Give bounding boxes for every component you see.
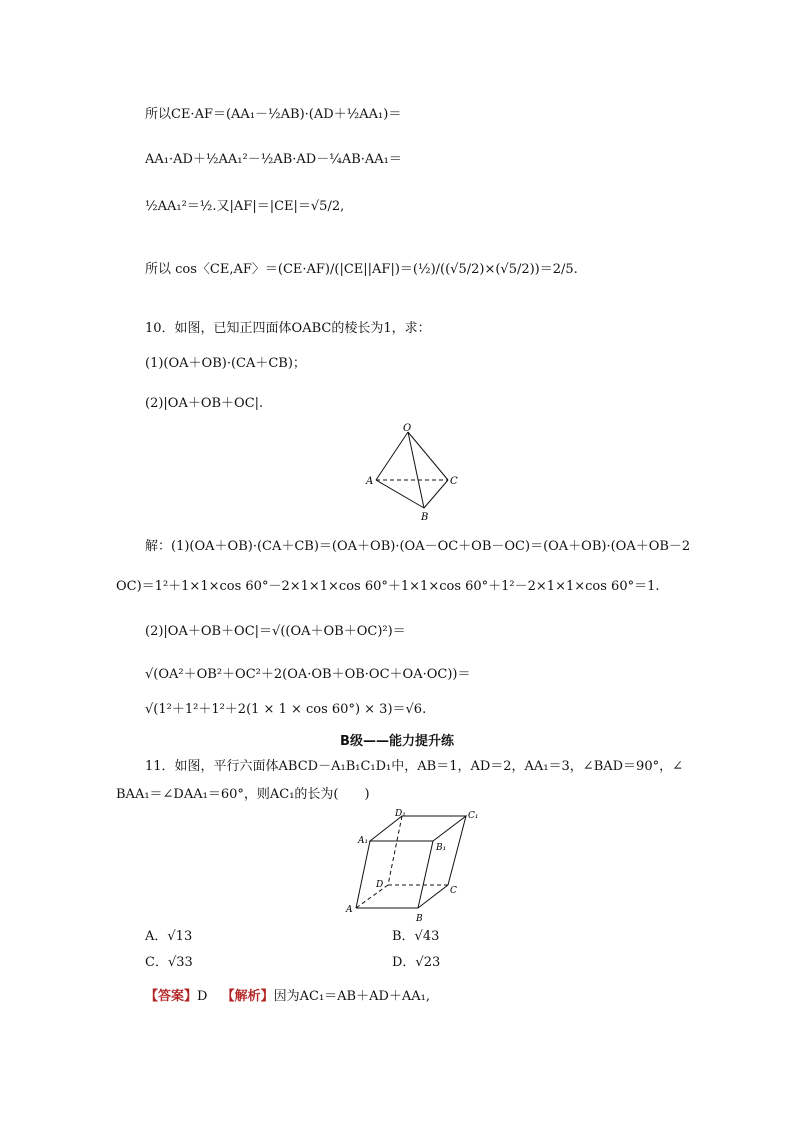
solution-2-line-b: √(OA²＋OB²＋OC²＋2(OA·OB＋OB·OC＋OA·OC))＝ bbox=[145, 667, 471, 682]
solution-2-line-c: √(1²＋1²＋1²＋2(1 × 1 × cos 60°) × 3)＝√6. bbox=[145, 702, 427, 717]
edge-AA1 bbox=[356, 841, 370, 908]
solution-1-line-b: OC)＝1²＋1×1×cos 60°－2×1×1×cos 60°＋1×1×cos 60°＋1²－2×1×1×cos 60°＝1. bbox=[116, 579, 660, 594]
derivation-line-2: AA₁·AD＋½AA₁²－½AB·AD－¼AB·AA₁＝ bbox=[145, 152, 402, 167]
label-B: B bbox=[416, 914, 423, 923]
question-11-line-a: 11．如图，平行六面体ABCD－A₁B₁C₁D₁中，AB＝1，AD＝2，AA₁＝3，∠BAD＝90°，∠ bbox=[145, 759, 683, 774]
label-D1: D₁ bbox=[395, 809, 406, 819]
tetrahedron-figure bbox=[360, 420, 470, 525]
answer-tag: 【答案】 bbox=[145, 989, 198, 1004]
label-A1: A₁ bbox=[358, 836, 369, 846]
edge-OB bbox=[408, 432, 424, 508]
answer-line bbox=[145, 987, 430, 1007]
question-10: 10．如图，已知正四面体OABC的棱长为1，求： bbox=[145, 321, 431, 336]
label-A: A bbox=[346, 905, 353, 915]
label-D: D bbox=[376, 880, 384, 890]
solution-2-line-a: (2)|OA＋OB＋OC|＝√((OA＋OB＋OC)²)＝ bbox=[145, 624, 406, 639]
analysis-text: 因为AC₁＝AB＋AD＋AA₁, bbox=[273, 989, 431, 1004]
option-c: C．√33 bbox=[145, 955, 193, 970]
edge-OA bbox=[376, 432, 408, 480]
question-10-part-1: (1)(OA＋OB)·(CA＋CB)； bbox=[145, 356, 306, 371]
parallelepiped-figure bbox=[340, 808, 490, 923]
option-b: B．√43 bbox=[392, 929, 440, 944]
option-a: A．√13 bbox=[145, 929, 193, 944]
derivation-line-3: ½AA₁²＝½.又|AF|＝|CE|＝√5/2, bbox=[145, 199, 345, 214]
edge-CC1 bbox=[448, 816, 466, 885]
edge-AB bbox=[376, 480, 424, 508]
label-B1: B₁ bbox=[436, 843, 447, 853]
solution-1-line-a: 解：(1)(OA＋OB)·(CA＋CB)＝(OA＋OB)·(OA－OC＋OB－OC)＝(OA＋OB)·(OA＋OB－2 bbox=[145, 539, 691, 554]
label-A: A bbox=[366, 476, 374, 487]
derivation-line-4: 所以 cos〈CE,AF〉＝(CE·AF)/(|CE||AF|)＝(½)/((√5/2)×(√5/2))＝2/5. bbox=[145, 262, 578, 277]
edge-CB bbox=[424, 480, 448, 508]
question-11-line-b: BAA₁＝∠DAA₁＝60°，则AC₁的长为( ) bbox=[116, 787, 370, 802]
label-C1: C₁ bbox=[468, 811, 479, 821]
label-O: O bbox=[403, 423, 412, 434]
section-heading: B级——能力提升练 bbox=[340, 734, 454, 749]
answer-value: D bbox=[197, 989, 208, 1004]
label-C: C bbox=[450, 476, 458, 487]
top-face bbox=[370, 816, 466, 841]
label-C: C bbox=[450, 886, 457, 896]
option-d: D．√23 bbox=[392, 955, 441, 970]
derivation-line-1: 所以CE·AF＝(AA₁－½AB)·(AD＋½AA₁)＝ bbox=[145, 107, 402, 122]
question-10-part-2: (2)|OA＋OB＋OC|. bbox=[145, 396, 264, 411]
label-B: B bbox=[421, 512, 429, 523]
edge-OC bbox=[408, 432, 448, 480]
analysis-tag: 【解析】 bbox=[221, 989, 274, 1004]
edge-DD1-hidden bbox=[388, 816, 402, 885]
